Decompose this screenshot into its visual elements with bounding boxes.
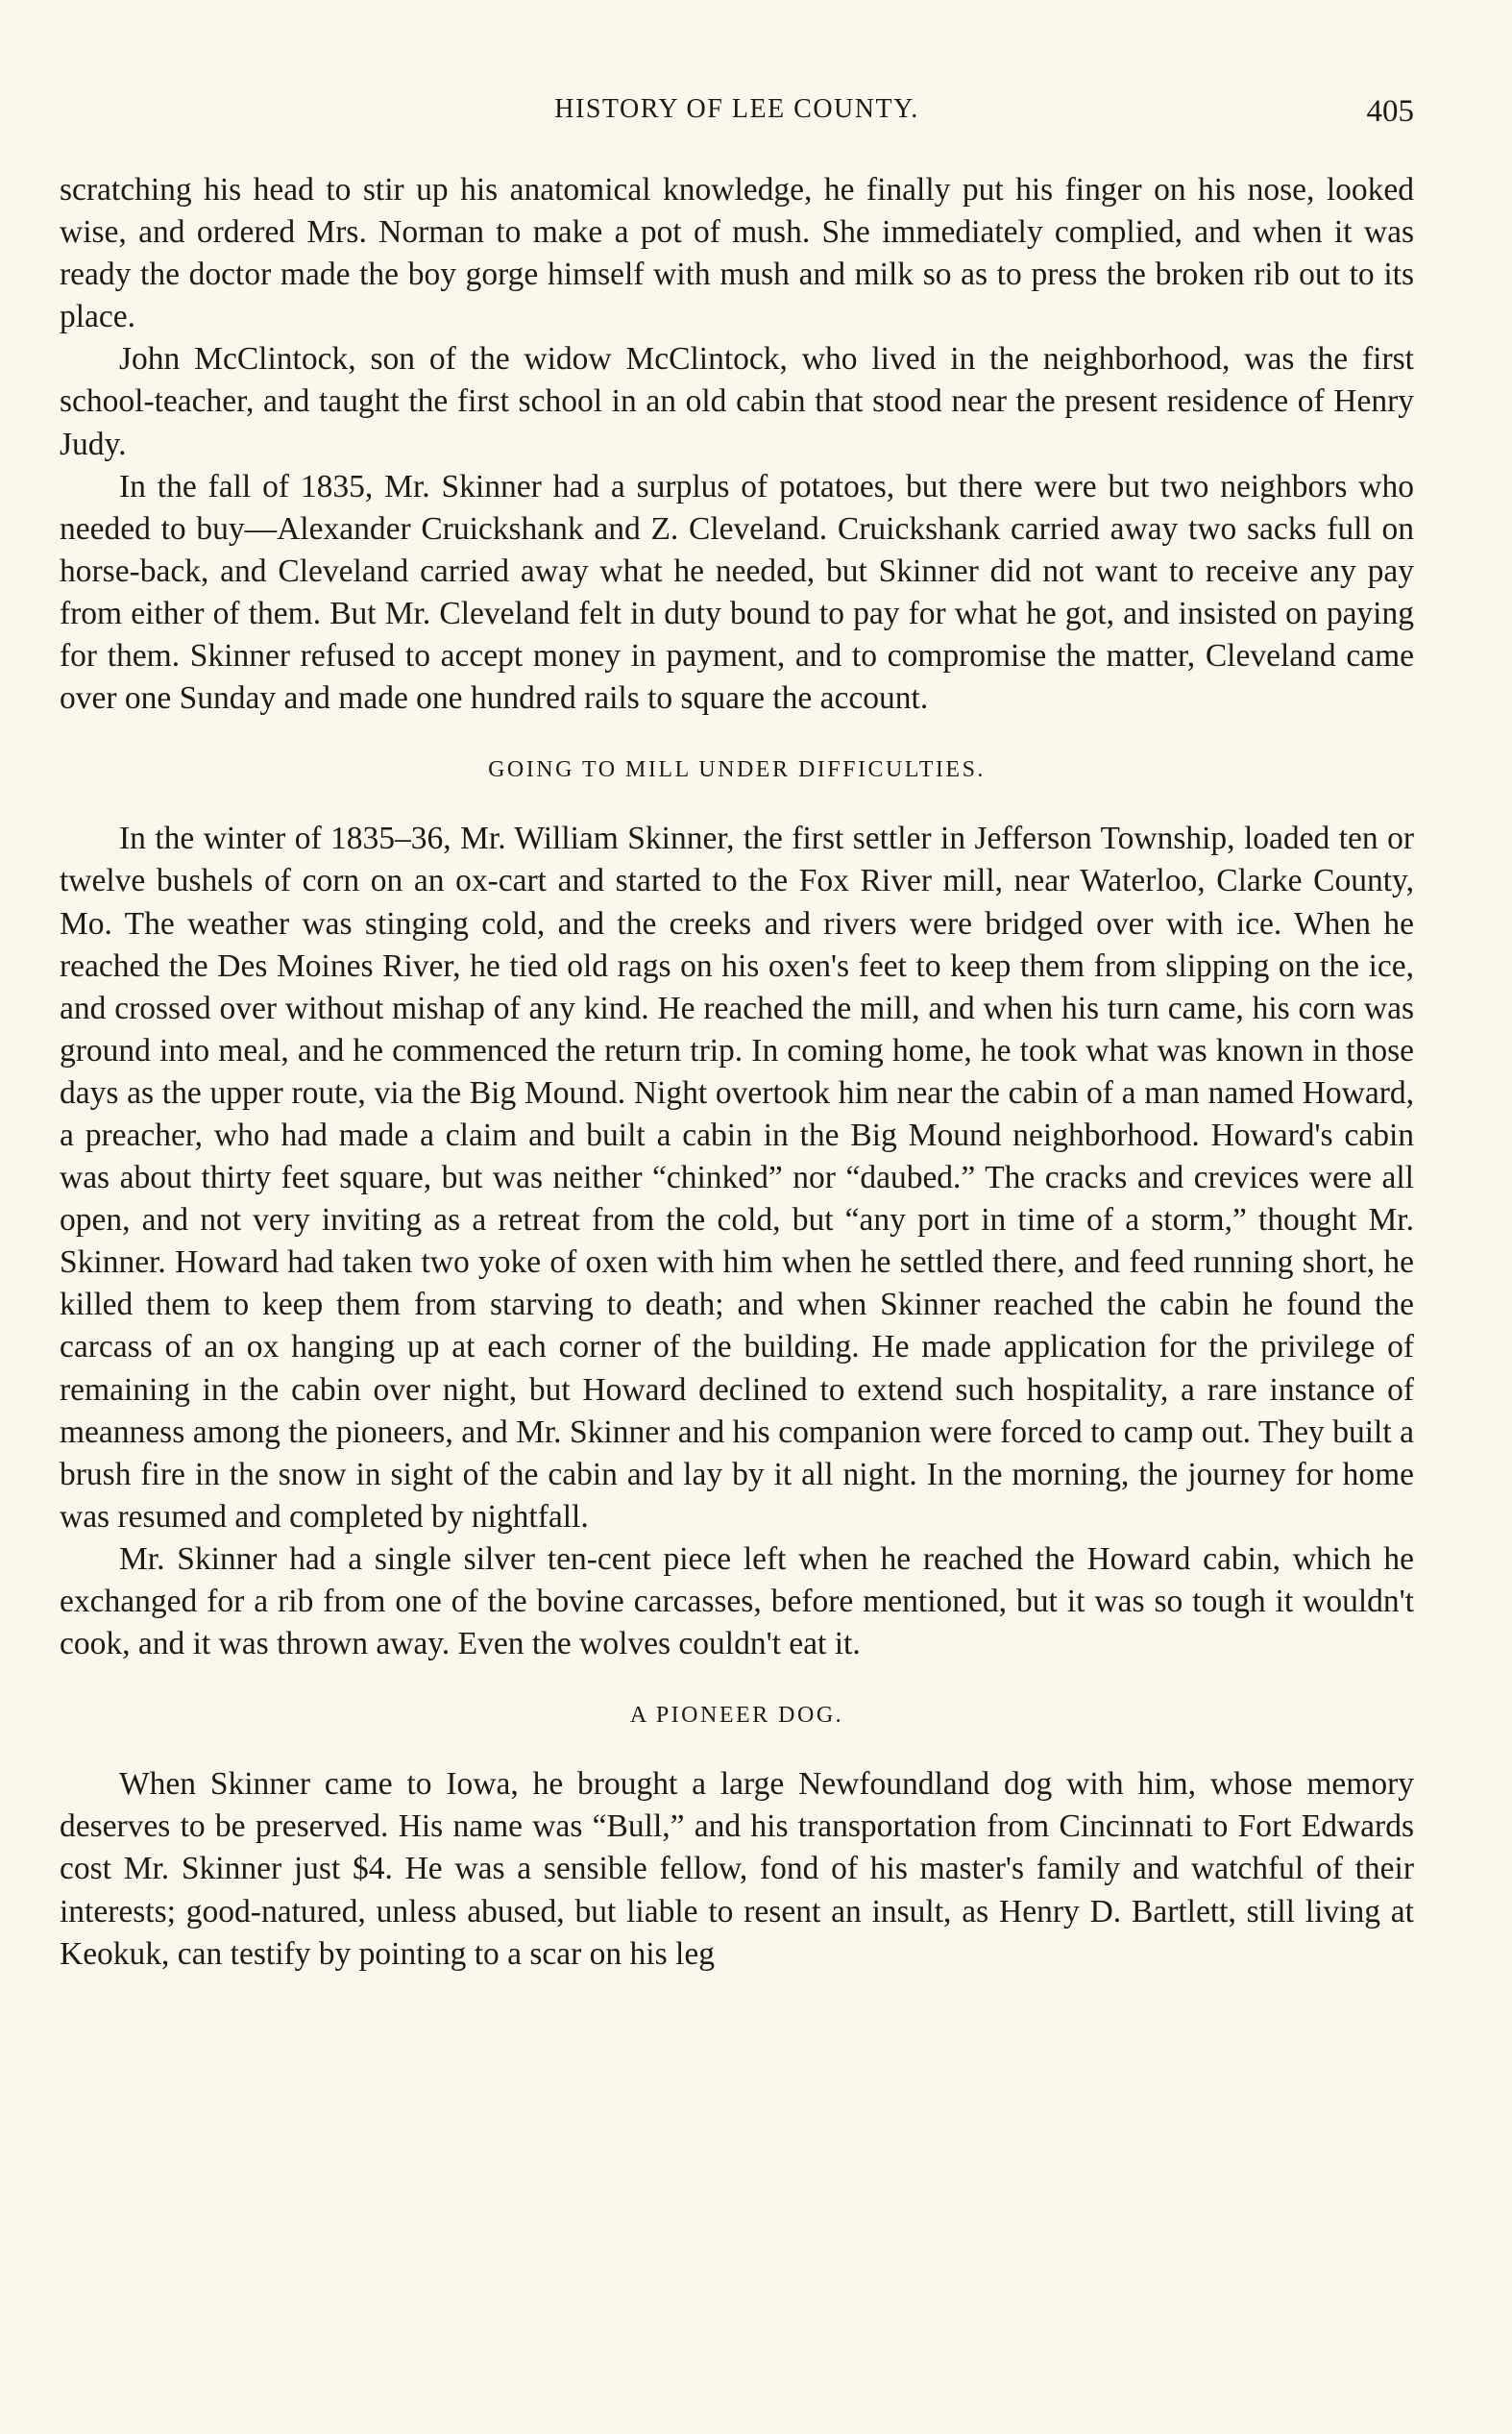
page-number: 405 xyxy=(1366,94,1414,129)
paragraph-potatoes: In the fall of 1835, Mr. Skinner had a surplus of potatoes, but there were but two neighbors who needed to buy—Alexander Cruickshank and Z. Cleveland. Cruickshank carried away two sacks full on horse-back, and Cleveland carried away what he needed, but Skinner did not want to receive any pay from either of them. But Mr. Cleveland felt in duty bound to pay for what he got, and insisted on paying for them. Skinner refused to accept money in payment, and to compromise the matter, Cleveland came over one Sunday and made one hundred rails to square the account. xyxy=(60,468,1414,717)
running-title: HISTORY OF LEE COUNTY. xyxy=(554,94,919,124)
running-head xyxy=(60,94,1414,142)
paragraph-continued: scratching his head to stir up his anatomical knowledge, he finally put his finger on his nose, looked wise, and ordered Mrs. Norman to make a pot of mush. She immediately complied, and when it was ready the doctor made the boy gorge himself with mush and milk so as to press the broken rib out to its place. xyxy=(60,172,1414,335)
paragraph-ten-cent-piece: Mr. Skinner had a single silver ten-cent piece left when he reached the Howard cabin, which he exchanged for a rib from one of the bovine carcasses, before mentioned, but it was so tough it wouldn't cook, and it was thrown away. Even the wolves couldn't eat it. xyxy=(60,1540,1414,1662)
paragraph-newfoundland-dog: When Skinner came to Iowa, he brought a large Newfoundland dog with him, whose memory deserves to be preserved. His name was “Bull,” and his transportation from Cincinnati to Fort Edwards cost Mr. Skinner just $4. He was a sensible fellow, fond of his master's family and watchful of their interests; good-natured, unless abused, but liable to resent an insult, as Henry D. Bartlett, still living at Keokuk, can testify by pointing to a scar on his leg xyxy=(60,1766,1414,1972)
paragraph-first-teacher: John McClintock, son of the widow McClintock, who lived in the neighborhood, was the first school-teacher, and taught the first school in an old cabin that stood near the present residence of Henry Judy. xyxy=(60,341,1414,462)
body-text xyxy=(60,169,1414,1976)
section-heading-pioneer-dog: A PIONEER DOG. xyxy=(629,1703,844,1729)
book-page xyxy=(60,94,1414,1976)
section-heading-going-to-mill: GOING TO MILL UNDER DIFFICULTIES. xyxy=(488,757,986,783)
paragraph-mill-journey: In the winter of 1835–36, Mr. William Skinner, the first settler in Jefferson Township, loaded ten or twelve bushels of corn on an ox-cart and started to the Fox River mill, near Waterloo, Clarke County, Mo. The weather was stinging cold, and the creeks and rivers were bridged over with ice. When he reached the Des Moines River, he tied old rags on his oxen's feet to keep them from slipping on the ice, and crossed over without mishap of any kind. He reached the mill, and when his turn came, his corn was ground into meal, and he commenced the return trip. In coming home, he took what was known in those days as the upper route, via the Big Mound. Night overtook him near the cabin of a man named Howard, a preacher, who had made a claim and built a cabin in the Big Mound neighborhood. Howard's cabin was about thirty feet square, but was neither “chinked” nor “daubed.” The cracks and crevices were all open, and not very inviting as a retreat from the cold, but “any port in time of a storm,” thought Mr. Skinner. Howard had taken two yoke of oxen with him when he settled there, and feed running short, he killed them to keep them from starving to death; and when Skinner reached the cabin he found the carcass of an ox hanging up at each corner of the building. He made application for the privilege of remaining in the cabin over night, but Howard declined to extend such hospitality, a rare instance of meanness among the pioneers, and Mr. Skinner and his companion were forced to camp out. They built a brush fire in the snow in sight of the cabin and lay by it all night. In the morning, the journey for home was resumed and completed by nightfall. xyxy=(60,821,1414,1535)
